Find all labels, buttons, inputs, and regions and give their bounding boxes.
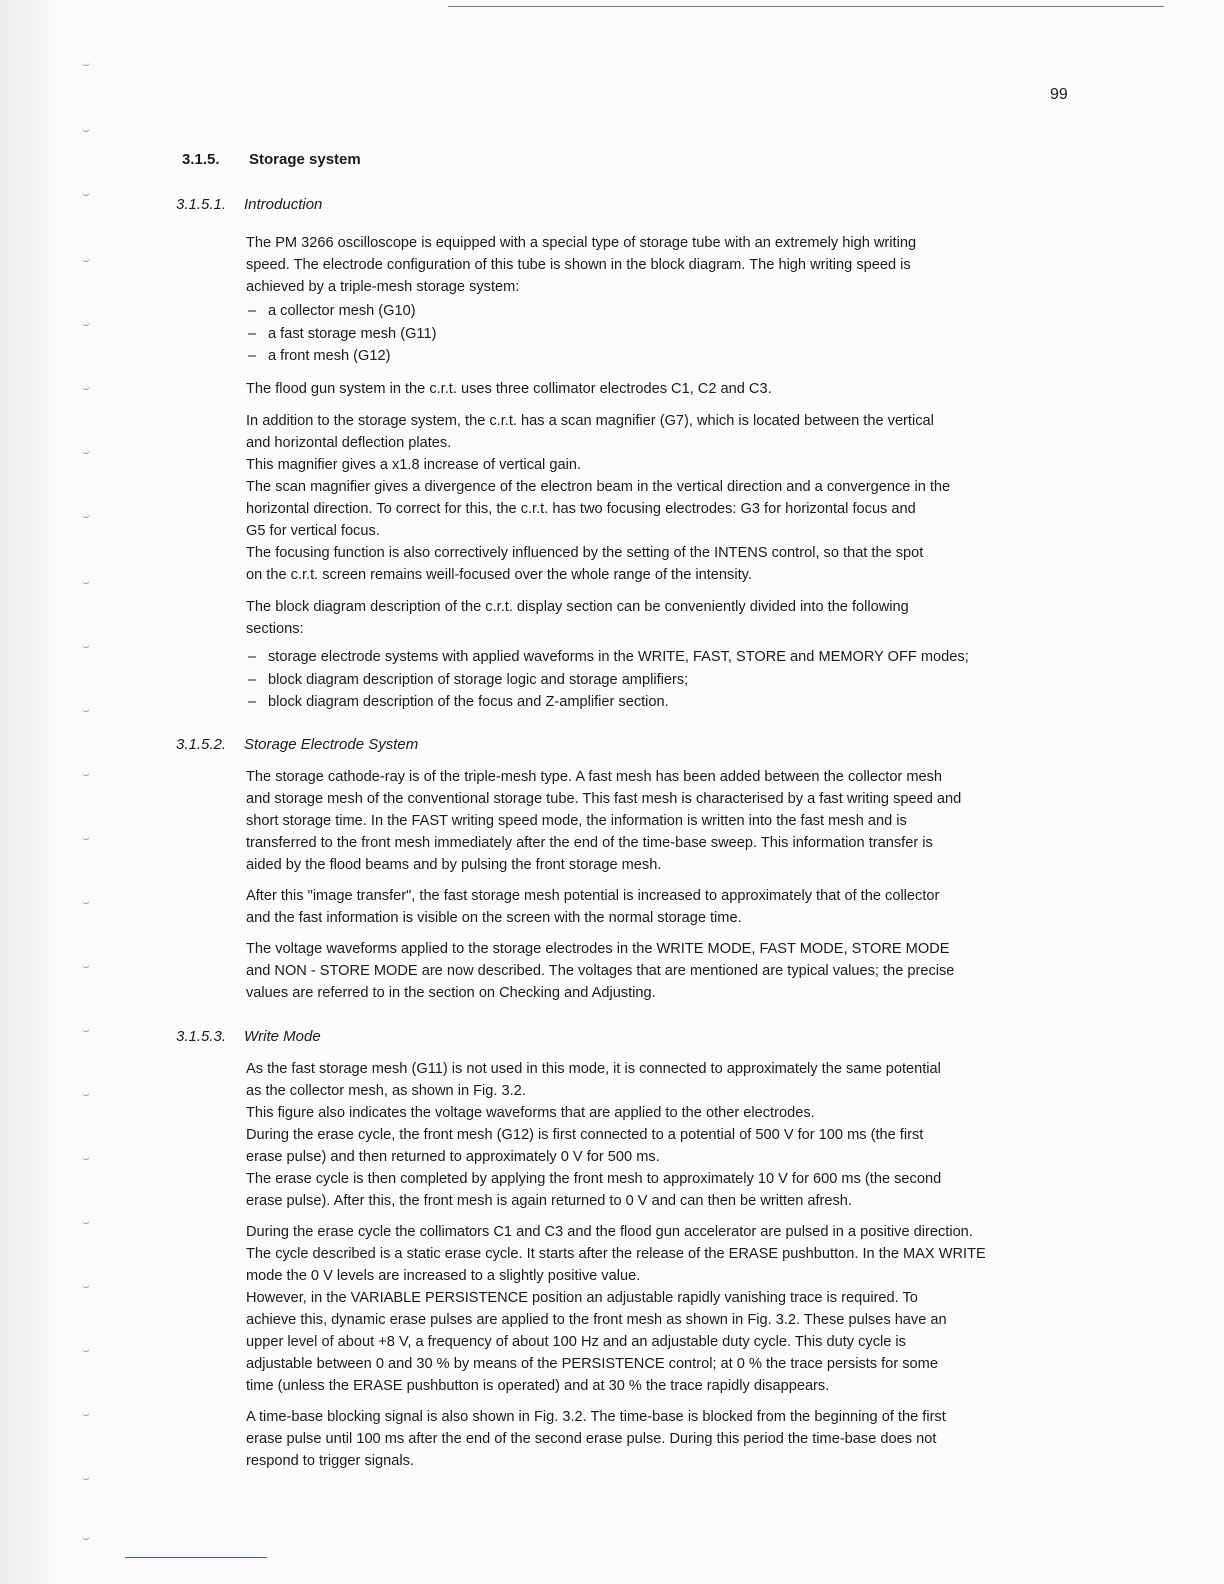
- binding-mark: [82, 644, 90, 648]
- binding-mark: [82, 258, 90, 262]
- binding-mark: [82, 708, 90, 712]
- binding-mark: [82, 62, 90, 66]
- text-line: time (unless the ERASE pushbutton is operated) and at 30 % the trace rapidly disappears.: [246, 1378, 830, 1394]
- text-line: sections:: [246, 621, 304, 637]
- subsection-number: 3.1.5.1.: [176, 196, 227, 213]
- binding-mark: [82, 1156, 90, 1160]
- text-line: adjustable between 0 and 30 % by means of the PERSISTENCE control; at 0 % the trace persists for some: [246, 1356, 938, 1372]
- list-item: – a front mesh (G12): [248, 348, 391, 364]
- text-line: The PM 3266 oscilloscope is equipped with a special type of storage tube with an extremely high writing: [246, 235, 917, 251]
- text-line: mode the 0 V levels are increased to a slightly positive value.: [246, 1268, 641, 1284]
- text-line: as the collector mesh, as shown in Fig. 3.2.: [246, 1083, 526, 1099]
- paragraph: [246, 378, 1116, 400]
- paragraph: [246, 1058, 1116, 1212]
- subsection-heading-storage-electrode-system: [176, 736, 418, 753]
- subsection-heading-introduction: [176, 196, 322, 213]
- binding-mark: [82, 900, 90, 904]
- text-line: The cycle described is a static erase cycle. It starts after the release of the ERASE pushbutton. In the MAX WRITE: [246, 1246, 986, 1262]
- binding-mark: [82, 1028, 90, 1032]
- top-rule: [448, 6, 1164, 7]
- text-line: During the erase cycle, the front mesh (G12) is first connected to a potential of 500 V for 100 ms (the first: [246, 1127, 924, 1143]
- text-line: During the erase cycle the collimators C1 and C3 and the flood gun accelerator are pulsed in a positive direction.: [246, 1224, 973, 1240]
- text-line: However, in the VARIABLE PERSISTENCE position an adjustable rapidly vanishing trace is required. To: [246, 1290, 918, 1306]
- subsection-title: Storage Electrode System: [244, 736, 419, 753]
- binding-mark: [82, 128, 90, 132]
- binding-mark: [82, 1284, 90, 1288]
- page-number: 99: [1050, 86, 1068, 103]
- binding-mark: [82, 1476, 90, 1480]
- section-title: Storage system: [249, 151, 361, 168]
- text-line: G5 for vertical focus.: [246, 523, 380, 539]
- section-number: 3.1.5.: [182, 151, 220, 168]
- text-line: A time-base blocking signal is also shown in Fig. 3.2. The time-base is blocked from the beginning of the first: [246, 1409, 946, 1425]
- subsection-title: Write Mode: [244, 1028, 321, 1045]
- binding-mark: [82, 1412, 90, 1416]
- text-line: respond to trigger signals.: [246, 1453, 414, 1469]
- paragraph: [246, 938, 1116, 1004]
- electrode-list: [248, 300, 1118, 368]
- text-line: The flood gun system in the c.r.t. uses three collimator electrodes C1, C2 and C3.: [246, 381, 772, 397]
- paragraph: [246, 232, 1116, 298]
- text-line: This magnifier gives a x1.8 increase of vertical gain.: [246, 457, 582, 473]
- list-item: – storage electrode systems with applied waveforms in the WRITE, FAST, STORE and MEMORY OFF modes;: [248, 649, 969, 665]
- paragraph: [246, 1406, 1116, 1472]
- binding-mark: [82, 322, 90, 326]
- text-line: After this "image transfer", the fast storage mesh potential is increased to approximately that of the collector: [246, 888, 940, 904]
- list-item: – block diagram description of storage logic and storage amplifiers;: [248, 671, 689, 688]
- binding-mark: [82, 580, 90, 584]
- text-line: erase pulse) and then returned to approximately 0 V for 500 ms.: [246, 1149, 660, 1165]
- binding-mark: [82, 514, 90, 518]
- list-item: – a fast storage mesh (G11): [248, 325, 437, 342]
- text-line: As the fast storage mesh (G11) is not used in this mode, it is connected to approximately the same potential: [246, 1061, 941, 1077]
- list-item: – block diagram description of the focus and Z-amplifier section.: [248, 694, 669, 710]
- binding-mark: [82, 1348, 90, 1352]
- sections-list: [248, 646, 1118, 714]
- paragraph: [246, 1221, 1126, 1397]
- text-line: The scan magnifier gives a divergence of the electron beam in the vertical direction and a convergence in the: [246, 479, 951, 495]
- text-line: short storage time. In the FAST writing speed mode, the information is written into the fast mesh and is: [246, 813, 907, 829]
- text-line: The voltage waveforms applied to the storage electrodes in the WRITE MODE, FAST MODE, STORE MODE: [246, 941, 950, 957]
- text-line: and horizontal deflection plates.: [246, 435, 452, 451]
- binding-mark: [82, 964, 90, 968]
- text-line: The block diagram description of the c.r.t. display section can be conveniently divided into the following: [246, 599, 909, 615]
- paragraph: [246, 410, 1116, 586]
- text-line: achieve this, dynamic erase pulses are applied to the front mesh as shown in Fig. 3.2. These pulses have an: [246, 1312, 947, 1328]
- list-item: – a collector mesh (G10): [248, 303, 416, 319]
- binding-mark: [82, 1536, 90, 1540]
- text-line: The storage cathode-ray is of the triple-mesh type. A fast mesh has been added between the collector mesh: [246, 769, 943, 785]
- subsection-number: 3.1.5.2.: [176, 736, 227, 753]
- text-line: The erase cycle is then completed by applying the front mesh to approximately 10 V for 600 ms (the second: [246, 1171, 942, 1187]
- binding-mark: [82, 450, 90, 454]
- binding-mark: [82, 836, 90, 840]
- binding-mark: [82, 1092, 90, 1096]
- paragraph: [246, 596, 1116, 640]
- text-line: and NON - STORE MODE are now described. The voltages that are mentioned are typical values; the precise: [246, 963, 955, 979]
- text-line: horizontal direction. To correct for this, the c.r.t. has two focusing electrodes: G3 for horizontal focus and: [246, 501, 916, 517]
- text-line: transferred to the front mesh immediately after the end of the time-base sweep. This information transfer is: [246, 835, 933, 851]
- text-line: on the c.r.t. screen remains weill-focused over the whole range of the intensity.: [246, 567, 752, 583]
- text-line: aided by the flood beams and by pulsing the front storage mesh.: [246, 857, 662, 873]
- text-line: values are referred to in the section on Checking and Adjusting.: [246, 985, 656, 1001]
- text-line: erase pulse until 100 ms after the end of the second erase pulse. During this period the time-base does not: [246, 1431, 937, 1447]
- subsection-heading-write-mode: [176, 1028, 321, 1045]
- text-line: achieved by a triple-mesh storage system:: [246, 279, 520, 295]
- text-line: The focusing function is also correctively influenced by the setting of the INTENS control, so that the spot: [246, 545, 924, 561]
- text-line: In addition to the storage system, the c.r.t. has a scan magnifier (G7), which is located between the vertical: [246, 413, 934, 429]
- bottom-rule: [125, 1557, 267, 1558]
- text-line: erase pulse). After this, the front mesh is again returned to 0 V and can then be written afresh.: [246, 1193, 852, 1209]
- subsection-title: Introduction: [244, 196, 323, 213]
- text-line: This figure also indicates the voltage waveforms that are applied to the other electrodes.: [246, 1105, 815, 1121]
- binding-mark: [82, 772, 90, 776]
- paragraph: [246, 766, 1116, 876]
- text-line: and the fast information is visible on the screen with the normal storage time.: [246, 910, 742, 926]
- page-binding-edge: [0, 0, 58, 1584]
- text-line: speed. The electrode configuration of this tube is shown in the block diagram. The high writing speed is: [246, 257, 911, 273]
- text-line: upper level of about +8 V, a frequency of about 100 Hz and an adjustable duty cycle. This duty cycle is: [246, 1334, 906, 1350]
- text-line: and storage mesh of the conventional storage tube. This fast mesh is characterised by a fast writing speed and: [246, 791, 962, 807]
- paragraph: [246, 885, 1116, 929]
- section-heading: [182, 151, 361, 168]
- binding-mark: [82, 1220, 90, 1224]
- binding-mark: [82, 386, 90, 390]
- binding-mark: [82, 192, 90, 196]
- subsection-number: 3.1.5.3.: [176, 1028, 227, 1045]
